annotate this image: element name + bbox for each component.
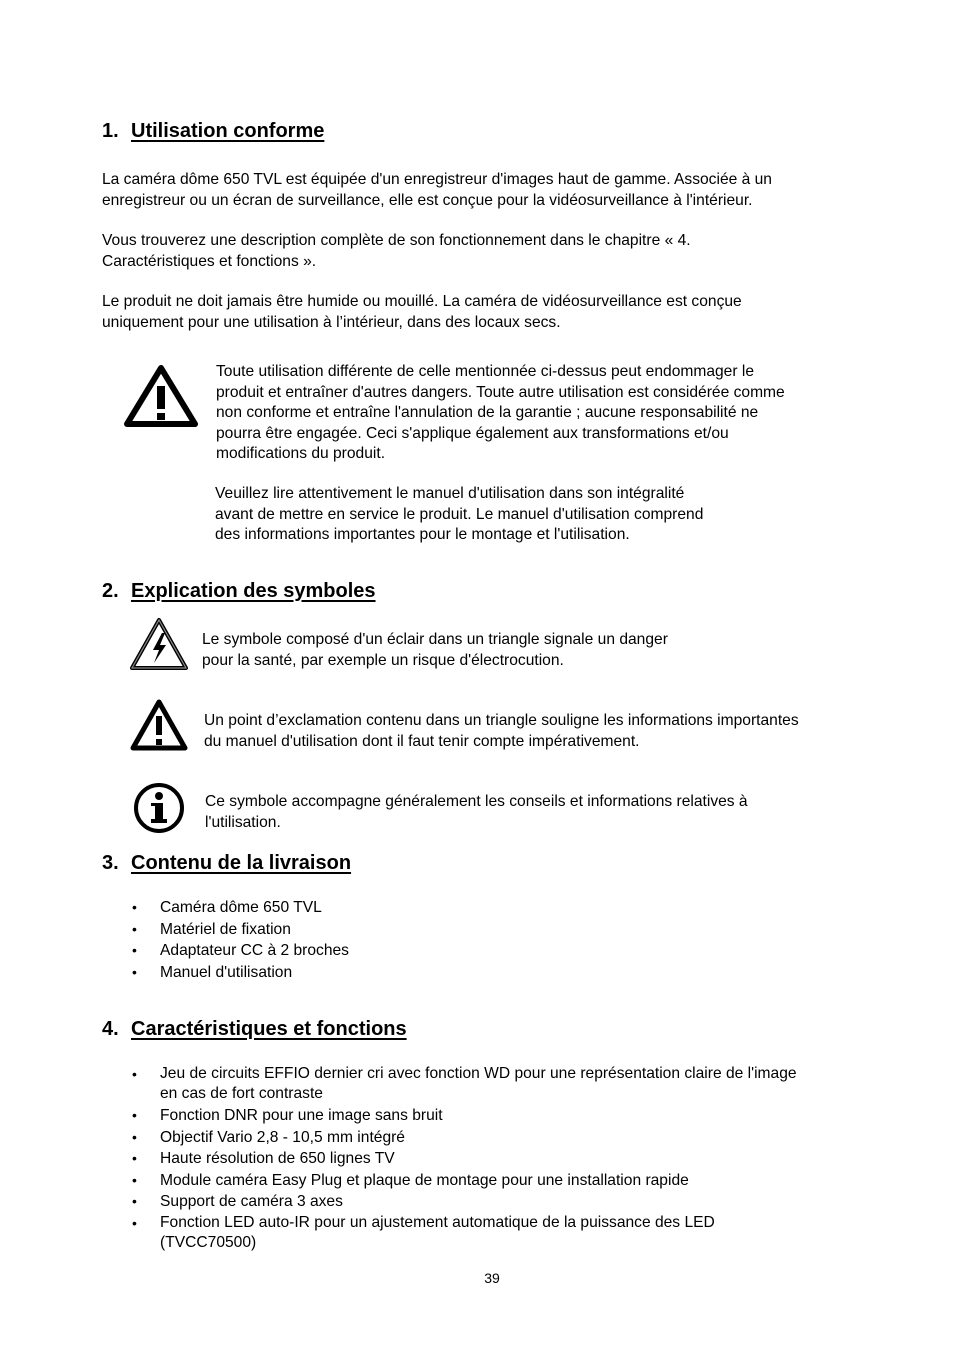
section-number: 4.: [102, 1018, 119, 1040]
list-item: • Fonction DNR pour une image sans bruit: [132, 1105, 797, 1127]
symbol-exclamation-text: [204, 711, 799, 752]
text-line: Veuillez lire attentivement le manuel d'utilisation dans son intégralité: [215, 485, 685, 502]
text-line: Le symbole composé d'un éclair dans un triangle signale un danger: [202, 631, 668, 648]
list-item: [132, 1064, 797, 1104]
section-title: Contenu de la livraison: [131, 852, 352, 874]
paragraph-humidity: [102, 292, 742, 333]
text-line: des informations importantes pour le montage et l'utilisation.: [215, 526, 630, 543]
warning-text-2: [215, 484, 703, 546]
delivery-contents-list: [132, 897, 349, 983]
warning-text-1: [216, 362, 785, 465]
section-heading-explication-des-symboles: [102, 580, 376, 603]
text-line: • Fonction LED auto-IR pour un ajustement automatique de la puissance des LED: [160, 1213, 715, 1231]
page-number: 39: [484, 1270, 500, 1286]
section-number: 2.: [102, 580, 119, 602]
list-item: • Objectif Vario 2,8 - 10,5 mm intégré: [132, 1127, 797, 1149]
text-line: l'utilisation.: [205, 813, 281, 831]
text-line: uniquement pour une utilisation à l’intérieur, dans des locaux secs.: [102, 313, 561, 331]
text-line: Ce symbole accompagne généralement les conseils et informations relatives à: [205, 793, 748, 810]
features-list: [132, 1064, 797, 1253]
section-number: 3.: [102, 852, 119, 874]
text-line: enregistreur ou un écran de surveillance, elle est conçue pour la vidéosurveillance à l'intérieur.: [102, 191, 753, 209]
section-title: Utilisation conforme: [131, 120, 325, 142]
info-circle-icon: [132, 781, 186, 835]
list-item: • Matériel de fixation: [132, 919, 349, 941]
section-number: 1.: [102, 120, 119, 142]
text-line: (TVCC70500): [160, 1233, 257, 1251]
text-line: La caméra dôme 650 TVL est équipée d'un enregistreur d'images haut de gamme. Associée à un: [102, 171, 772, 188]
exclamation-triangle-icon: [130, 699, 188, 751]
list-item: • Module caméra Easy Plug et plaque de montage pour une installation rapide: [132, 1170, 797, 1192]
text-line: pourra être engagée. Ceci s'applique également aux transformations et/ou: [216, 424, 729, 442]
symbol-lightning-text: [202, 630, 668, 671]
text-line: produit et entraîner d'autres dangers. Toute autre utilisation est considérée comme: [216, 383, 785, 401]
section-heading-utilisation-conforme: [102, 120, 324, 143]
text-line: Caractéristiques et fonctions ».: [102, 252, 317, 270]
lightning-triangle-icon: [129, 617, 189, 671]
symbol-info-text: [205, 792, 748, 833]
text-line: • Jeu de circuits EFFIO dernier cri avec fonction WD pour une représentation claire de l'image: [160, 1065, 797, 1082]
text-line: modifications du produit.: [216, 445, 386, 462]
list-item: • Support de caméra 3 axes: [132, 1191, 797, 1213]
text-line: pour la santé, par exemple un risque d'électrocution.: [202, 651, 564, 669]
text-line: Le produit ne doit jamais être humide ou mouillé. La caméra de vidéosurveillance est conçue: [102, 293, 742, 310]
text-line: Un point d’exclamation contenu dans un triangle souligne les informations importantes: [204, 712, 799, 729]
text-line: avant de mettre en service le produit. Le manuel d'utilisation comprend: [215, 505, 704, 523]
section-title: Explication des symboles: [131, 580, 376, 602]
list-item: [132, 1213, 797, 1253]
list-item: • Caméra dôme 650 TVL: [132, 897, 349, 919]
list-item: • Manuel d'utilisation: [132, 962, 349, 984]
paragraph-reference: [102, 231, 691, 272]
list-item: • Haute résolution de 650 lignes TV: [132, 1148, 797, 1170]
text-line: Vous trouverez une description complète de son fonctionnement dans le chapitre « 4.: [102, 232, 691, 249]
section-heading-contenu-de-la-livraison: [102, 852, 351, 875]
exclamation-triangle-icon: [124, 365, 198, 427]
text-line: en cas de fort contraste: [160, 1085, 323, 1102]
paragraph-description: [102, 170, 772, 211]
text-line: du manuel d'utilisation dont il faut tenir compte impérativement.: [204, 732, 640, 750]
section-heading-caracteristiques-et-fonctions: [102, 1018, 407, 1041]
text-line: non conforme et entraîne l'annulation de la garantie ; aucune responsabilité ne: [216, 404, 759, 421]
text-line: Toute utilisation différente de celle mentionnée ci-dessus peut endommager le: [216, 363, 755, 380]
section-title: Caractéristiques et fonctions: [131, 1018, 407, 1040]
list-item: • Adaptateur CC à 2 broches: [132, 940, 349, 962]
